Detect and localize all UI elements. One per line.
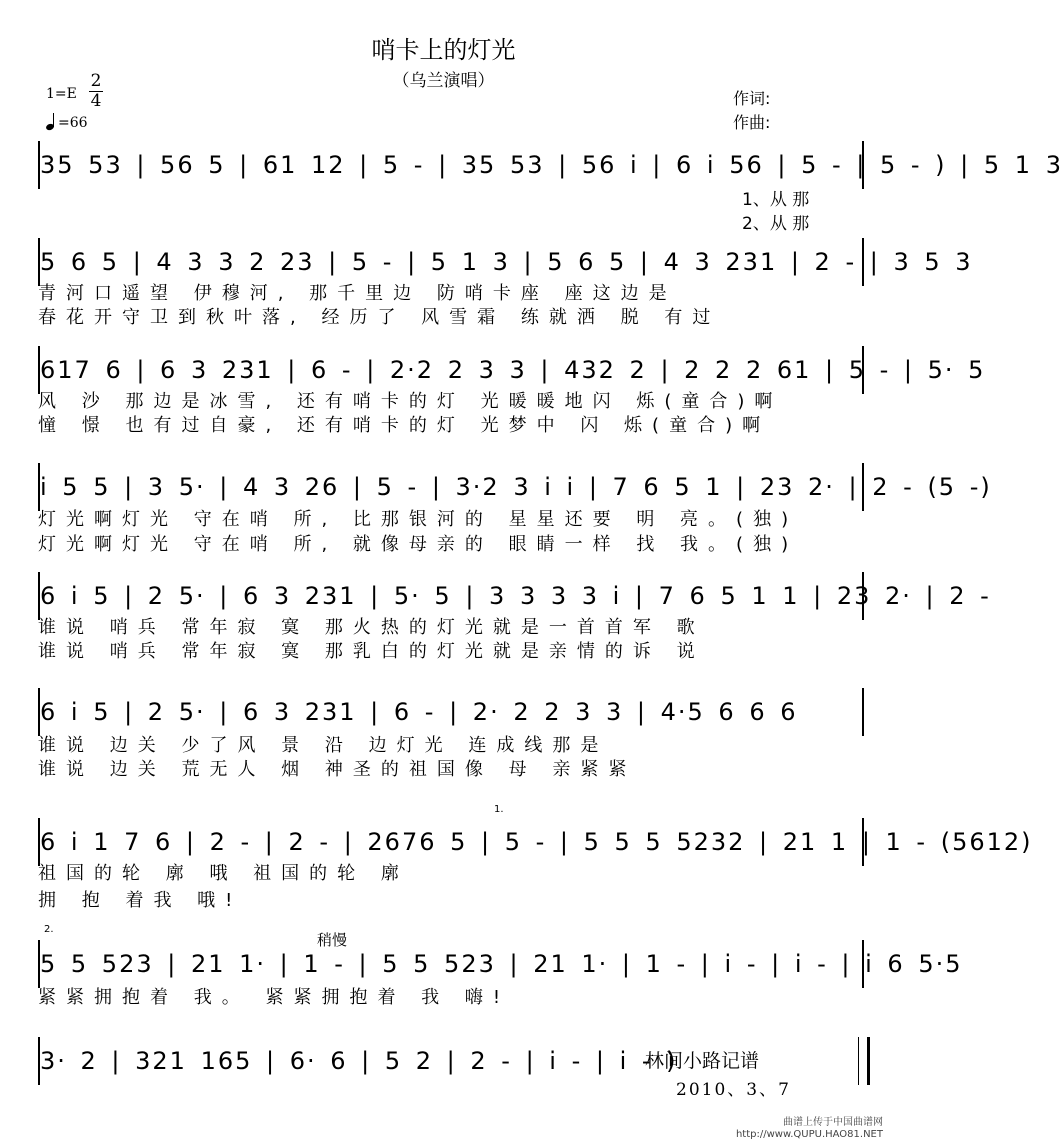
staff-line-8: 5 5 523 | 21 1· | 1 - | 5 5 523 | 21 1· | 1 - | i - | i - | i 6 5·5 xyxy=(38,940,864,988)
tempo-mark: 稍慢 xyxy=(317,931,348,949)
lyric-line: 风 沙 那边是冰雪, 还有哨卡的灯 光暖暖地闪 烁(童合)啊 xyxy=(38,391,783,412)
lyric-line: 谁说 边关 少了风 景 沿 边灯光 连成线那是 xyxy=(38,735,609,756)
lyric-line: 憧 憬 也有过自豪, 还有哨卡的灯 光梦中 闪 烁(童合)啊 xyxy=(38,415,771,436)
final-barline xyxy=(858,1037,870,1085)
staff-line-4: i 5 5 | 3 5· | 4 3 26 | 5 - | 3·2 3 i i | 7 6 5 1 | 23 2· | 2 - (5 -) xyxy=(38,463,864,511)
lyric-line: 紧紧拥抱着 我。 紧紧拥抱着 我 嗨! xyxy=(38,987,511,1008)
staff-line-3: 617 6 | 6 3 231 | 6 - | 2·2 2 3 3 | 432 2 | 2 2 2 61 | 5 - | 5· 5 xyxy=(38,346,864,394)
watermark xyxy=(736,1117,883,1141)
quarter-note-icon xyxy=(46,114,58,130)
tempo-value: =66 xyxy=(58,115,88,131)
staff-line-6: 6 i 5 | 2 5· | 6 3 231 | 6 - | 2· 2 2 3 3 | 4·5 6 6 6 xyxy=(38,688,864,736)
lyric-line: 谁说 哨兵 常年寂 寞 那火热的灯光就是一首首军 歌 xyxy=(38,617,705,638)
lyric-line: 青河口遥望 伊穆河, 那千里边 防哨卡座 座这边是 xyxy=(38,283,677,304)
watermark-line-1: 曲谱上传于中国曲谱网 xyxy=(783,1117,883,1128)
record-date: 2010、3、7 xyxy=(676,1080,791,1100)
meter-bottom: 4 xyxy=(90,91,102,111)
verse-marker-2: 2、从 那 xyxy=(742,214,810,234)
lyric-line: 谁说 边关 荒无人 烟 神圣的祖国像 母 亲紧紧 xyxy=(38,759,637,780)
watermark-line-2: http://www.QUPU.HAO81.NET xyxy=(735,1129,883,1140)
verse-marker-1: 1、从 那 xyxy=(742,190,810,210)
lyric-line: 谁说 哨兵 常年寂 寞 那乳白的灯光就是亲情的诉 说 xyxy=(38,641,705,662)
meter-top: 2 xyxy=(90,71,102,91)
lyricist-label: 作词: xyxy=(733,89,771,108)
performer-subtitle: （乌兰演唱） xyxy=(392,71,495,91)
tempo-marking xyxy=(46,114,88,131)
staff-line-5: 6 i 5 | 2 5· | 6 3 231 | 5· 5 | 3 3 3 3 i | 7 6 5 1 1 | 23 2· | 2 - xyxy=(38,572,864,620)
lyric-line: 灯光啊灯光 守在哨 所, 比那银河的 星星还要 明 亮。(独) xyxy=(38,509,799,530)
staff-line-7: 6 i 1 7 6 | 2 - | 2 - | 2676 5 | 5 - | 5 5 5 5232 | 21 1 | 1 - (5612) xyxy=(38,818,864,866)
recorder-credit: 林间小路记谱 xyxy=(645,1050,760,1072)
time-signature xyxy=(89,72,103,111)
staff-line-9: 3· 2 | 321 165 | 6· 6 | 5 2 | 2 - | i - | i - ) xyxy=(38,1037,862,1085)
key-signature: 1=E xyxy=(46,86,77,102)
lyric-line: 春花开守卫到秋叶落, 经历了 风雪霜 练就洒 脱 有过 xyxy=(38,307,721,328)
song-title: 哨卡上的灯光 xyxy=(371,36,516,64)
ending-2-marker: 2. xyxy=(44,924,54,935)
lyric-line: 拥 抱 着我 哦! xyxy=(38,890,243,911)
staff-line-2: 5 6 5 | 4 3 3 2 23 | 5 - | 5 1 3 | 5 6 5 | 4 3 231 | 2 - | 3 5 3 xyxy=(38,238,864,286)
lyric-line: 灯光啊灯光 守在哨 所, 就像母亲的 眼睛一样 找 我。(独) xyxy=(38,534,799,555)
lyric-line: 祖国的轮 廓 哦 祖国的轮 廓 xyxy=(38,863,409,884)
staff-line-1: 35 53 | 56 5 | 61 12 | 5 - | 35 53 | 56 i | 6 i 56 | 5 - | 5 - ) | 5 1 3 xyxy=(38,141,864,189)
ending-1-marker: 1. xyxy=(494,804,504,815)
composer-label: 作曲: xyxy=(733,113,771,132)
